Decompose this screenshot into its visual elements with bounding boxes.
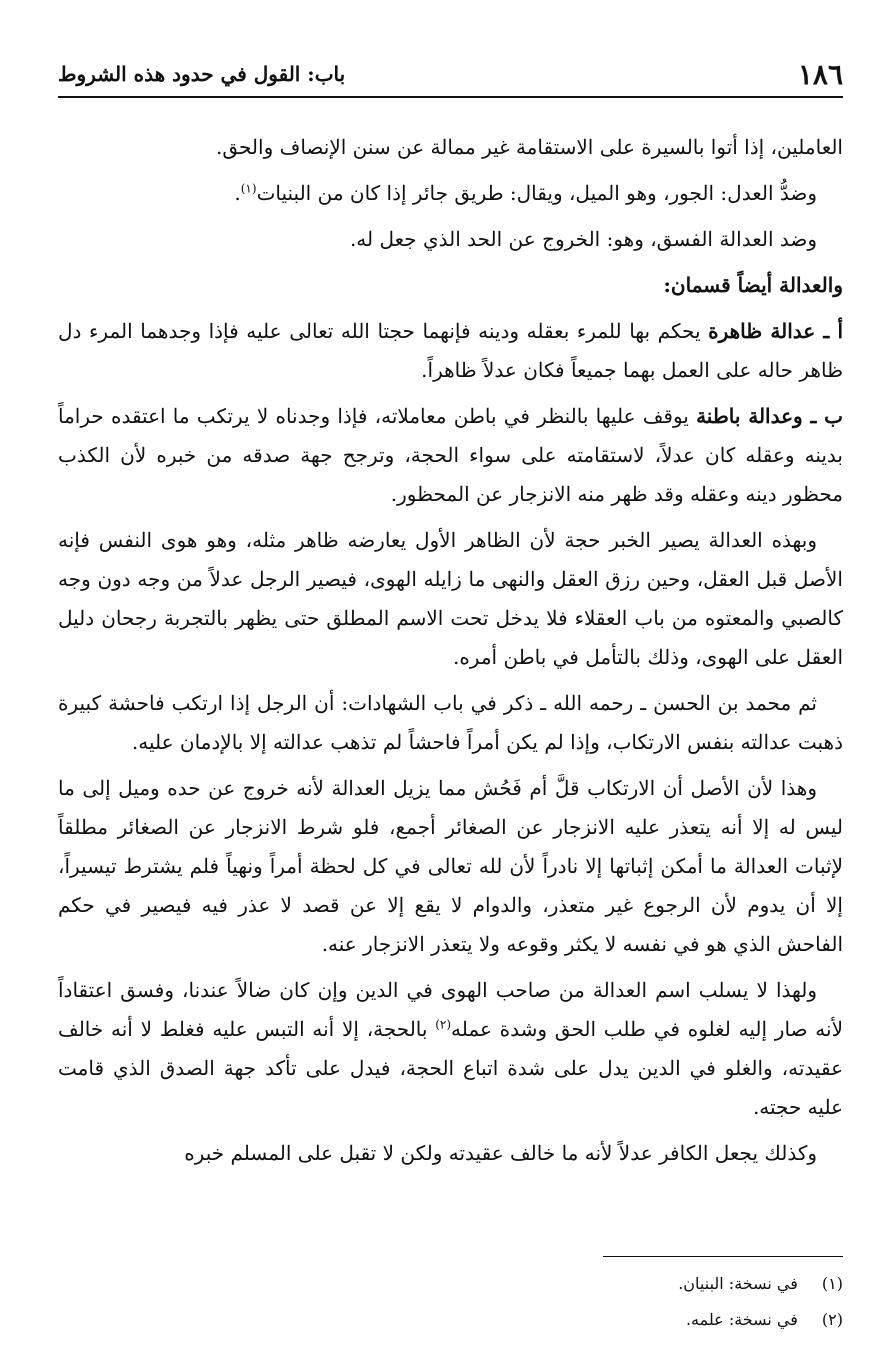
- footnote-number: (٢): [821, 1310, 843, 1329]
- paragraph-text: يوقف عليها بالنظر في باطن معاملاته، فإذا وجدناه لا يرتكب ما اعتقده حراماً بدينه وعقله كان عدلاً، لاستقامته على سواء الحجة، وترجح جهة صدقه من خبره لأن الكذب محظور دينه وعقله وقد ظهر منه الانزجار عن المحظور.: [58, 404, 843, 506]
- paragraph-text: وكذلك يجعل الكافر عدلاً لأنه ما خالف عقيدته ولكن لا تقبل على المسلم خبره: [184, 1141, 817, 1165]
- paragraph-text: .: [234, 181, 241, 205]
- paragraph: [58, 220, 843, 259]
- paragraph-text: وضدُّ العدل: الجور، وهو الميل، ويقال: طريق جائر إذا كان من البنيات: [256, 181, 817, 205]
- term-label: أ ـ عدالة ظاهرة: [708, 319, 843, 343]
- paragraph: [58, 684, 843, 762]
- paragraph: [58, 312, 843, 390]
- footnote-ref: (٢): [435, 1017, 452, 1032]
- footnote: [83, 1302, 843, 1338]
- paragraph: [58, 769, 843, 964]
- footnote: [83, 1266, 843, 1302]
- footnote-text: في نسخة: علمه.: [685, 1310, 798, 1329]
- footnote-divider: [603, 1256, 843, 1257]
- paragraph-text: بالحجة، إلا أنه التبس عليه فغلط لا أنه خالف عقيدته، والغلو في الدين يدل على شدة اتباع الحجة، فيدل على تأكد جهة الصدق الذي قامت عليه حجته.: [58, 1017, 843, 1119]
- footnote-ref: (١): [240, 181, 257, 196]
- paragraph-text: والعدالة أيضاً قسمان:: [663, 273, 843, 297]
- page-number: ١٨٦: [797, 58, 843, 91]
- paragraph: [58, 971, 843, 1127]
- main-text: [58, 128, 843, 1180]
- term-label: ب ـ وعدالة باطنة: [696, 404, 843, 428]
- paragraph: [58, 397, 843, 514]
- paragraph-text: وبهذه العدالة يصير الخبر حجة لأن الظاهر الأول يعارضه ظاهر مثله، وهو هوى النفس فإنه الأصل قبل العقل، وحين رزق العقل والنهى ما زايله الهوى، فيصير الرجل عدلاً من وجه دون وجه كالصبي والمعتوه من باب العقلاء فلا يدخل تحت الاسم المطلق حتى يظهر بالتجربة رجحان دليل العقل على الهوى، وذلك بالتأمل في باطن أمره.: [58, 528, 843, 669]
- page-header: [58, 58, 843, 98]
- section-heading: [58, 266, 843, 305]
- paragraph: [58, 521, 843, 677]
- paragraph-text: ولهذا لا يسلب اسم العدالة من صاحب الهوى في الدين وإن كان ضالاً عندنا، وفسق اعتقاداً لأنه صار إليه لغلوه في طلب الحق وشدة عمله: [58, 978, 843, 1041]
- paragraph-text: العاملين، إذا أتوا بالسيرة على الاستقامة غير ممالة عن سنن الإنصاف والحق.: [215, 135, 843, 159]
- paragraph-text: ثم محمد بن الحسن ـ رحمه الله ـ ذكر في باب الشهادات: أن الرجل إذا ارتكب فاحشة كبيرة ذهبت عدالته بنفس الارتكاب، وإذا لم يكن أمراً فاحشاً لم تذهب عدالته إلا بالإدمان عليه.: [58, 691, 843, 754]
- paragraph-text: وضد العدالة الفسق، وهو: الخروج عن الحد الذي جعل له.: [349, 227, 817, 251]
- paragraph: [58, 1134, 843, 1173]
- footnotes: [83, 1266, 843, 1338]
- paragraph: [58, 128, 843, 167]
- paragraph-text: وهذا لأن الأصل أن الارتكاب قلَّ أم فَحُش مما يزيل العدالة لأنه خروج عن حده وميل إلى ما ليس له إلا أنه يتعذر عليه الانزجار عن الصغائر أجمع، فلو شرط الانزجار عن الصغائر مطلقاً لإثبات العدالة ما أمكن إثباتها إلا نادراً لأن لله تعالى في كل لحظة أمراً ونهياً فلم يشترط تيسيراً، إلا أن يدوم لأن الرجوع غير متعذر، والدوام لا يقع إلا عن قصد لا عذر فيه فيصير في حكم الفاحش الذي هو في نفسه لا يكثر وقوعه ولا يتعذر الانزجار عنه.: [58, 776, 843, 956]
- paragraph-text: يحكم بها للمرء بعقله ودينه فإنهما حجتا الله تعالى عليه فإذا وجدهما المرء دل ظاهر حاله على العمل بهما جميعاً فكان عدلاً ظاهراً.: [58, 319, 843, 382]
- paragraph: [58, 174, 843, 213]
- chapter-title: باب: القول في حدود هذه الشروط: [58, 62, 346, 86]
- footnote-text: في نسخة: البنيان.: [678, 1274, 798, 1293]
- footnote-number: (١): [821, 1274, 843, 1293]
